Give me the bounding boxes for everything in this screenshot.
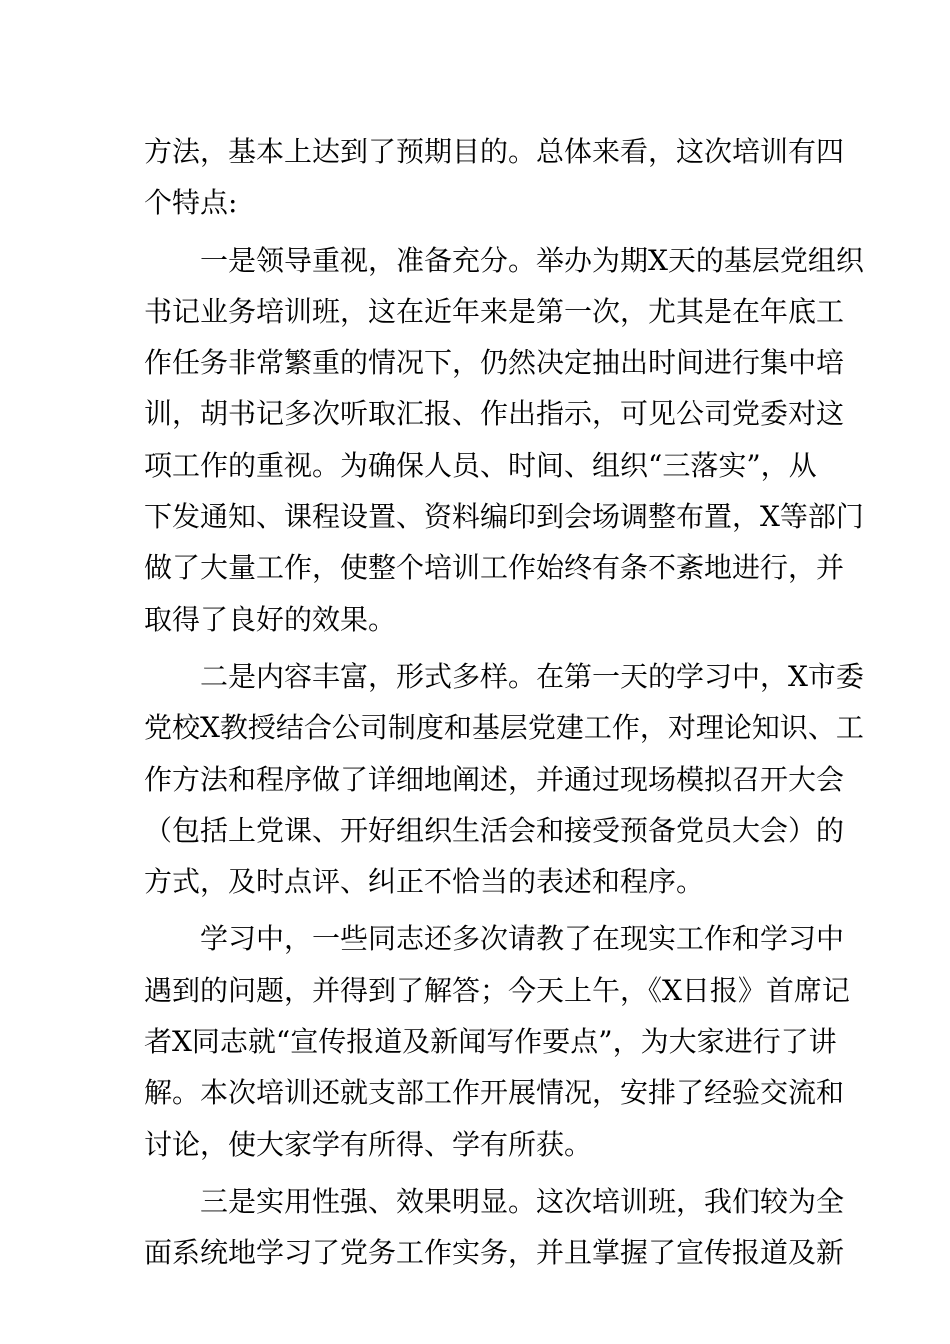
text-line: 者X同志就“宣传报道及新闻写作要点”，为大家进行了讲 <box>144 1025 837 1059</box>
text-line: 作方法和程序做了详细地阐述，并通过现场模拟召开大会 <box>144 762 845 796</box>
text-line: （包括上党课、开好组织生活会和接受预备党员大会）的 <box>144 813 845 847</box>
paragraph-intro <box>144 126 845 229</box>
document-body <box>144 126 864 1279</box>
text-line: 下发通知、课程设置、资料编印到会场调整布置，X等部门 <box>144 500 864 534</box>
text-line: 做了大量工作，使整个培训工作始终有条不紊地进行，并 <box>144 551 845 585</box>
text-line: 个特点: <box>144 186 238 220</box>
text-line: 取得了良好的效果。 <box>144 602 397 636</box>
text-line: 学习中，一些同志还多次请教了在现实工作和学习中 <box>200 922 845 956</box>
text-line: 面系统地学习了党务工作实务，并且掌握了宣传报道及新 <box>144 1236 845 1270</box>
text-line: 遇到的问题，并得到了解答；今天上午，《X日报》首席记 <box>144 973 850 1007</box>
text-line: 党校X教授结合公司制度和基层党建工作，对理论知识、工 <box>144 711 864 745</box>
paragraph-point-2 <box>144 651 864 907</box>
text-line: 项工作的重视。为确保人员、时间、组织“三落实”，从 <box>144 448 817 482</box>
paragraph-point-1 <box>144 235 864 645</box>
text-line: 作任务非常繁重的情况下，仍然决定抽出时间进行集中培 <box>144 346 845 380</box>
paragraph-point-3 <box>144 1176 845 1279</box>
text-line: 方式，及时点评、纠正不恰当的表述和程序。 <box>144 865 705 899</box>
text-line: 训，胡书记多次听取汇报、作出指示，可见公司党委对这 <box>144 397 845 431</box>
text-line: 三是实用性强、效果明显。这次培训班，我们较为全 <box>200 1184 845 1218</box>
text-line: 讨论，使大家学有所得、学有所获。 <box>144 1127 593 1161</box>
text-line: 一是领导重视，准备充分。举办为期X天的基层党组织 <box>200 243 864 277</box>
text-line: 解。本次培训还就支部工作开展情况，安排了经验交流和 <box>144 1076 845 1110</box>
text-line: 二是内容丰富，形式多样。在第一天的学习中，X市委 <box>200 659 864 693</box>
paragraph-study <box>144 913 850 1169</box>
text-line: 方法，基本上达到了预期目的。总体来看，这次培训有四 <box>144 135 845 168</box>
text-line: 书记业务培训班，这在近年来是第一次，尤其是在年底工 <box>144 294 845 328</box>
